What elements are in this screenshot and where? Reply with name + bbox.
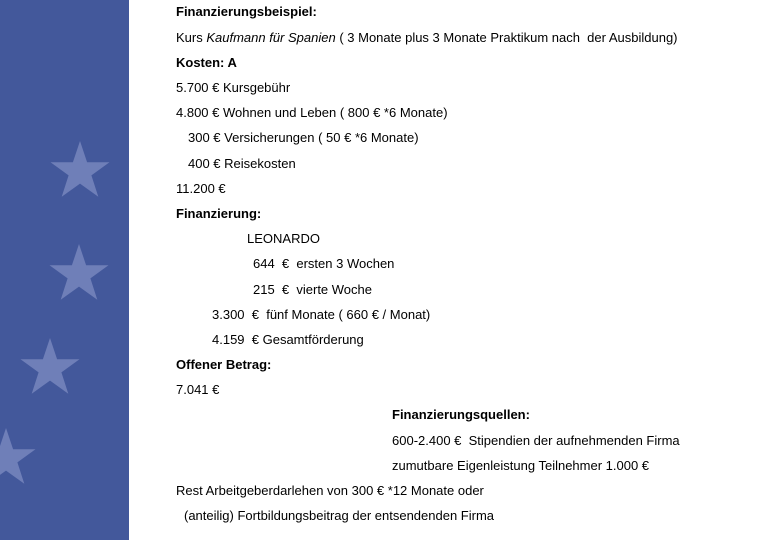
document-title: Finanzierungsbeispiel: (176, 4, 317, 19)
cost-item-course-fee: 5.700 € Kursgebühr (176, 80, 291, 95)
open-amount-value: 7.041 € (176, 382, 220, 397)
course-name: Kaufmann für Spanien (206, 30, 336, 45)
financing-item-five-months: 3.300 € fünf Monate ( 660 € / Monat) (212, 307, 431, 322)
rest-line-contribution: (anteilig) Fortbildungsbeitrag der entsendenden Firma (184, 508, 495, 523)
costs-heading: Kosten: A (176, 55, 237, 70)
source-item-own-contribution: zumutbare Eigenleistung Teilnehmer 1.000 € (392, 458, 650, 473)
costs-total: 11.200 € (176, 181, 226, 196)
sources-heading: Finanzierungsquellen: (392, 407, 530, 422)
financing-heading: Finanzierung: (176, 206, 262, 221)
open-amount-heading: Offener Betrag: (176, 357, 272, 372)
cost-item-living: 4.800 € Wohnen und Leben ( 800 € *6 Monate) (176, 105, 448, 120)
course-prefix: Kurs (176, 30, 207, 45)
course-suffix: ( 3 Monate plus 3 Monate Praktikum nach der Ausbildung) (335, 30, 678, 45)
source-item-scholarships: 600-2.400 € Stipendien der aufnehmenden Firma (392, 433, 680, 448)
financing-item-first-weeks: 644 € ersten 3 Wochen (253, 256, 395, 271)
financing-program: LEONARDO (247, 231, 320, 246)
financing-item-fourth-week: 215 € vierte Woche (253, 282, 372, 297)
course-line (176, 30, 678, 46)
financing-item-total: 4.159 € Gesamtförderung (212, 332, 364, 347)
cost-item-travel: 400 € Reisekosten (188, 156, 296, 171)
cost-item-insurance: 300 € Versicherungen ( 50 € *6 Monate) (188, 130, 419, 145)
rest-line-loan: Rest Arbeitgeberdarlehen von 300 € *12 Monate oder (176, 483, 484, 498)
